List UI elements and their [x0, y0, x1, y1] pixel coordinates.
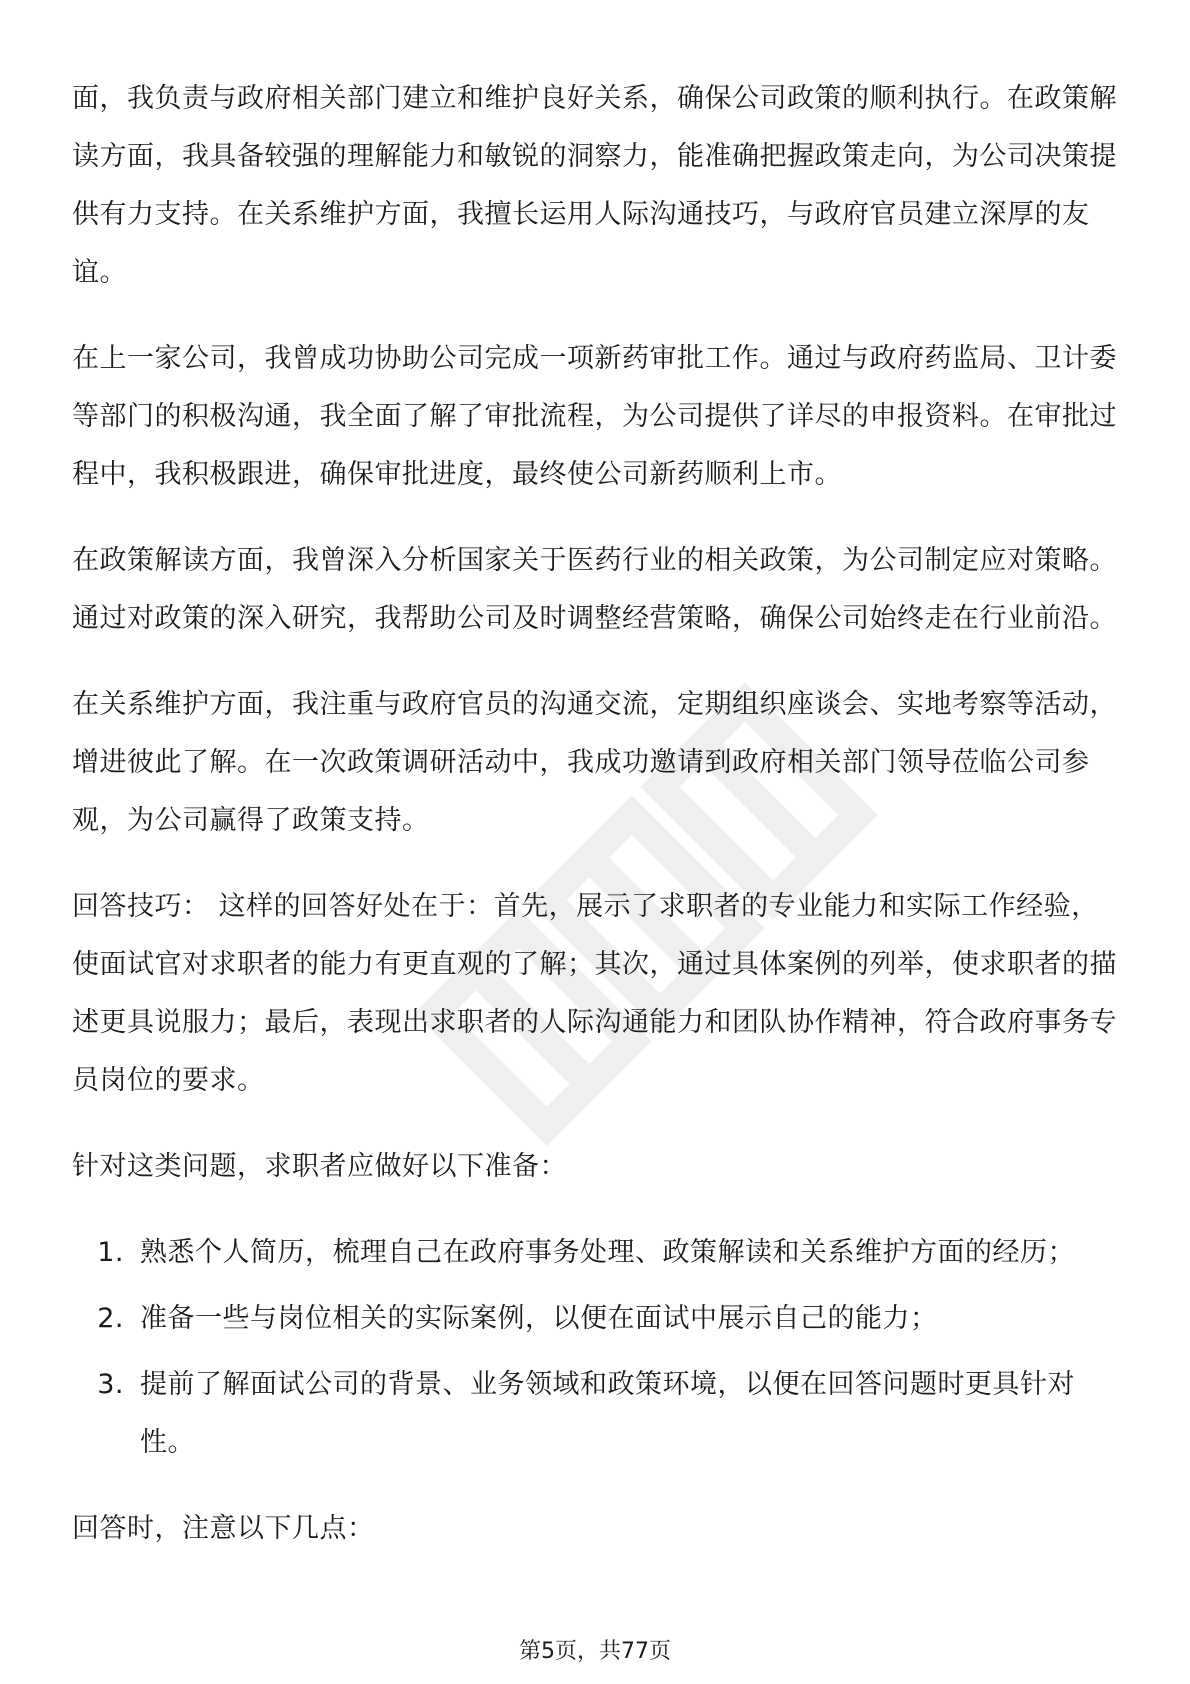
list-item	[72, 1356, 1122, 1472]
list-item-text: 熟悉个人简历，梳理自己在政府事务处理、政策解读和关系维护方面的经历；	[140, 1237, 1075, 1268]
list-item-text: 提前了解面试公司的背景、业务领域和政策环境，以便在回答问题时更具针对性。	[140, 1369, 1075, 1458]
list-item	[72, 1290, 1122, 1348]
paragraph-closing: 回答时，注意以下几点：	[72, 1513, 375, 1544]
list-item-number: 1.	[97, 1237, 124, 1268]
list-item-text: 准备一些与岗位相关的实际案例，以便在面试中展示自己的能力；	[140, 1303, 938, 1334]
list-item-number: 2.	[97, 1303, 124, 1334]
paragraph-policy-analysis: 在政策解读方面，我曾深入分析国家关于医药行业的相关政策，为公司制定应对策略。通过对政策的深入研究，我帮助公司及时调整经营策略，确保公司始终走在行业前沿。	[72, 545, 1117, 634]
paragraph-drug-approval-case: 在上一家公司，我曾成功协助公司完成一项新药审批工作。通过与政府药监局、卫计委等部门的积极沟通，我全面了解了审批流程，为公司提供了详尽的申报资料。在审批过程中，我积极跟进，确保审批进度，最终使公司新药顺利上市。	[72, 343, 1117, 490]
paragraph-responsibilities: 面，我负责与政府相关部门建立和维护良好关系，确保公司政策的顺利执行。在政策解读方面，我具备较强的理解能力和敏锐的洞察力，能准确把握政策走向，为公司决策提供有力支持。在关系维护方面，我擅长运用人际沟通技巧，与政府官员建立深厚的友谊。	[72, 83, 1117, 288]
paragraph-relationship-maintenance: 在关系维护方面，我注重与政府官员的沟通交流，定期组织座谈会、实地考察等活动，增进彼此了解。在一次政策调研活动中，我成功邀请到政府相关部门领导莅临公司参观，为公司赢得了政策支持。	[72, 689, 1117, 836]
page-number-footer: 第5页，共77页	[519, 1639, 671, 1664]
paragraph-preparation-intro: 针对这类问题，求职者应做好以下准备：	[72, 1151, 567, 1182]
list-item-number: 3.	[97, 1369, 124, 1400]
preparation-list	[72, 1224, 1122, 1472]
paragraph-answer-tips: 回答技巧： 这样的回答好处在于：首先，展示了求职者的专业能力和实际工作经验，使面试官对求职者的能力有更直观的了解；其次，通过具体案例的列举，使求职者的描述更具说服力；最后，表现出求职者的人际沟通能力和团队协作精神，符合政府事务专员岗位的要求。	[72, 891, 1117, 1096]
list-item	[72, 1224, 1122, 1282]
document-body	[72, 70, 1122, 1586]
